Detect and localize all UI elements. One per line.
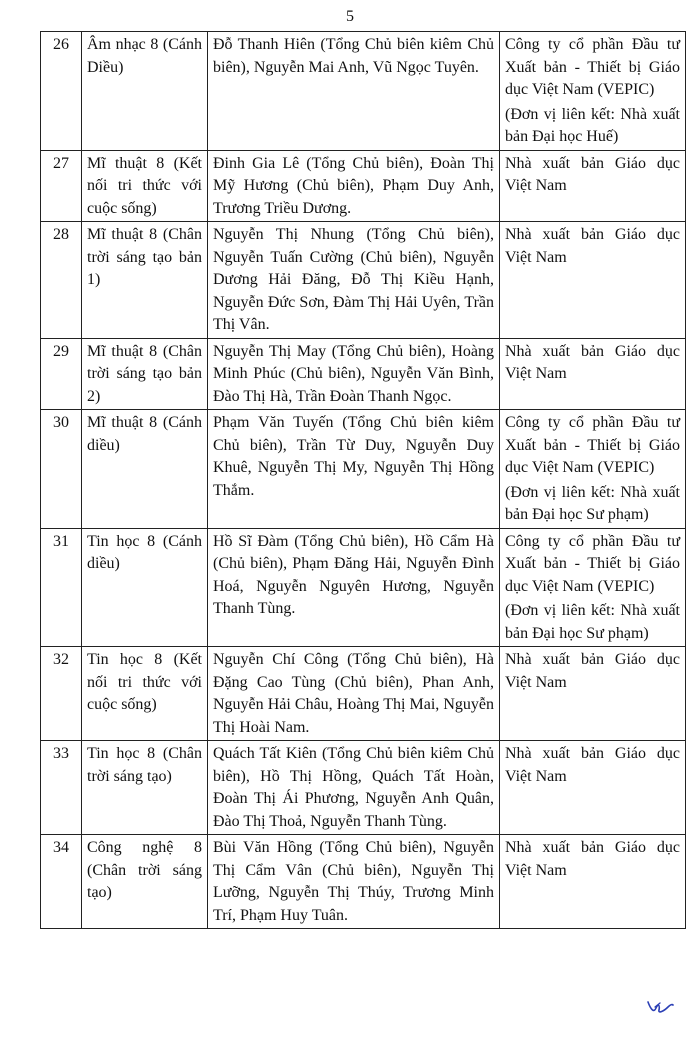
authors-cell: Đỗ Thanh Hiên (Tổng Chủ biên kiêm Chủ biên), Nguyễn Mai Anh, Vũ Ngọc Tuyên. — [208, 32, 500, 151]
publisher-cell — [500, 835, 686, 929]
affiliate-note: (Đơn vị liên kết: Nhà xuất bản Đại học Huế) — [505, 105, 680, 145]
publisher-name: Công ty cổ phần Đầu tư Xuất bản - Thiết bị Giáo dục Việt Nam (VEPIC) — [505, 532, 680, 595]
publisher-cell — [500, 647, 686, 741]
book-title-cell: Tin học 8 (Chân trời sáng tạo) — [82, 741, 208, 835]
table-row — [41, 338, 686, 410]
row-number-cell: 33 — [41, 741, 82, 835]
book-title-cell: Âm nhạc 8 (Cánh Diều) — [82, 32, 208, 151]
publisher-name: Công ty cổ phần Đầu tư Xuất bản - Thiết bị Giáo dục Việt Nam (VEPIC) — [505, 36, 680, 98]
affiliate-note: (Đơn vị liên kết: Nhà xuất bản Đại học Sư phạm) — [505, 602, 680, 642]
page-number: 5 — [346, 8, 354, 25]
table-row — [41, 528, 686, 647]
row-number-cell: 32 — [41, 647, 82, 741]
authors-cell: Bùi Văn Hồng (Tổng Chủ biên), Nguyễn Thị Cẩm Vân (Chủ biên), Nguyễn Thị Lưỡng, Nguyễn Thị Thúy, Trương Minh Trí, Phạm Huy Tuân. — [208, 835, 500, 929]
table-row — [41, 410, 686, 529]
publisher-cell — [500, 410, 686, 529]
affiliate-note: (Đơn vị liên kết: Nhà xuất bản Đại học Sư phạm) — [505, 483, 680, 523]
row-number-cell: 26 — [41, 32, 82, 151]
row-number-cell: 28 — [41, 222, 82, 339]
publisher-name: Nhà xuất bản Giáo dục Việt Nam — [505, 651, 680, 691]
row-number-cell: 29 — [41, 338, 82, 410]
authors-cell: Nguyễn Thị May (Tổng Chủ biên), Hoàng Minh Phúc (Chủ biên), Nguyễn Văn Bình, Đào Thị Hà, Trần Đoàn Thanh Ngọc. — [208, 338, 500, 410]
publisher-name: Công ty cổ phần Đầu tư Xuất bản - Thiết bị Giáo dục Việt Nam (VEPIC) — [505, 414, 680, 476]
book-title-cell: Công nghệ 8 (Chân trời sáng tạo) — [82, 835, 208, 929]
authors-cell: Đinh Gia Lê (Tổng Chủ biên), Đoàn Thị Mỹ Hương (Chủ biên), Phạm Duy Anh, Trương Triều Dương. — [208, 150, 500, 222]
publisher-cell — [500, 528, 686, 647]
book-title-cell: Mĩ thuật 8 (Kết nối tri thức với cuộc sống) — [82, 150, 208, 222]
book-title-cell: Tin học 8 (Cánh diều) — [82, 528, 208, 647]
authors-cell: Phạm Văn Tuyến (Tổng Chủ biên kiêm Chủ biên), Trần Từ Duy, Nguyễn Duy Khuê, Nguyễn Thị My, Nguyễn Thị Hồng Thắm. — [208, 410, 500, 529]
textbook-table — [40, 31, 686, 929]
row-number-cell: 31 — [41, 528, 82, 647]
textbook-table-body — [41, 32, 686, 929]
publisher-cell — [500, 150, 686, 222]
book-title-cell: Mĩ thuật 8 (Chân trời sáng tạo bản 1) — [82, 222, 208, 339]
book-title-cell: Mĩ thuật 8 (Cánh diều) — [82, 410, 208, 529]
table-row — [41, 32, 686, 151]
table-row — [41, 222, 686, 339]
row-number-cell: 27 — [41, 150, 82, 222]
publisher-cell — [500, 222, 686, 339]
publisher-cell — [500, 741, 686, 835]
publisher-name: Nhà xuất bản Giáo dục Việt Nam — [505, 226, 680, 266]
signature-mark-icon — [646, 996, 674, 1016]
table-row — [41, 150, 686, 222]
table-row — [41, 647, 686, 741]
book-title-cell: Tin học 8 (Kết nối tri thức với cuộc sống) — [82, 647, 208, 741]
publisher-cell — [500, 338, 686, 410]
publisher-name: Nhà xuất bản Giáo dục Việt Nam — [505, 154, 680, 194]
book-title-cell: Mĩ thuật 8 (Chân trời sáng tạo bản 2) — [82, 338, 208, 410]
table-row — [41, 835, 686, 929]
publisher-name: Nhà xuất bản Giáo dục Việt Nam — [505, 839, 680, 879]
publisher-name: Nhà xuất bản Giáo dục Việt Nam — [505, 745, 680, 785]
table-row — [41, 741, 686, 835]
publisher-name: Nhà xuất bản Giáo dục Việt Nam — [505, 342, 680, 382]
authors-cell: Nguyễn Thị Nhung (Tổng Chủ biên), Nguyễn Tuấn Cường (Chủ biên), Nguyễn Dương Hải Đăng, Đỗ Thị Kiều Hạnh, Nguyễn Đức Sơn, Đàm Thị Hải Uyên, Trần Thị Vân. — [208, 222, 500, 339]
authors-cell: Nguyễn Chí Công (Tổng Chủ biên), Hà Đặng Cao Tùng (Chủ biên), Phan Anh, Nguyễn Hải Châu, Hoàng Thị Mai, Nguyễn Thị Hoài Nam. — [208, 647, 500, 741]
row-number-cell: 30 — [41, 410, 82, 529]
publisher-cell — [500, 32, 686, 151]
authors-cell: Hồ Sĩ Đàm (Tổng Chủ biên), Hồ Cẩm Hà (Chủ biên), Phạm Đăng Hải, Nguyễn Đình Hoá, Nguyễn Nguyên Hương, Nguyễn Thanh Tùng. — [208, 528, 500, 647]
authors-cell: Quách Tất Kiên (Tổng Chủ biên kiêm Chủ biên), Hồ Thị Hồng, Quách Tất Hoàn, Đoàn Thị Ái Phương, Nguyễn Anh Quân, Đào Thị Thoả, Nguyễn Thanh Tùng. — [208, 741, 500, 835]
row-number-cell: 34 — [41, 835, 82, 929]
